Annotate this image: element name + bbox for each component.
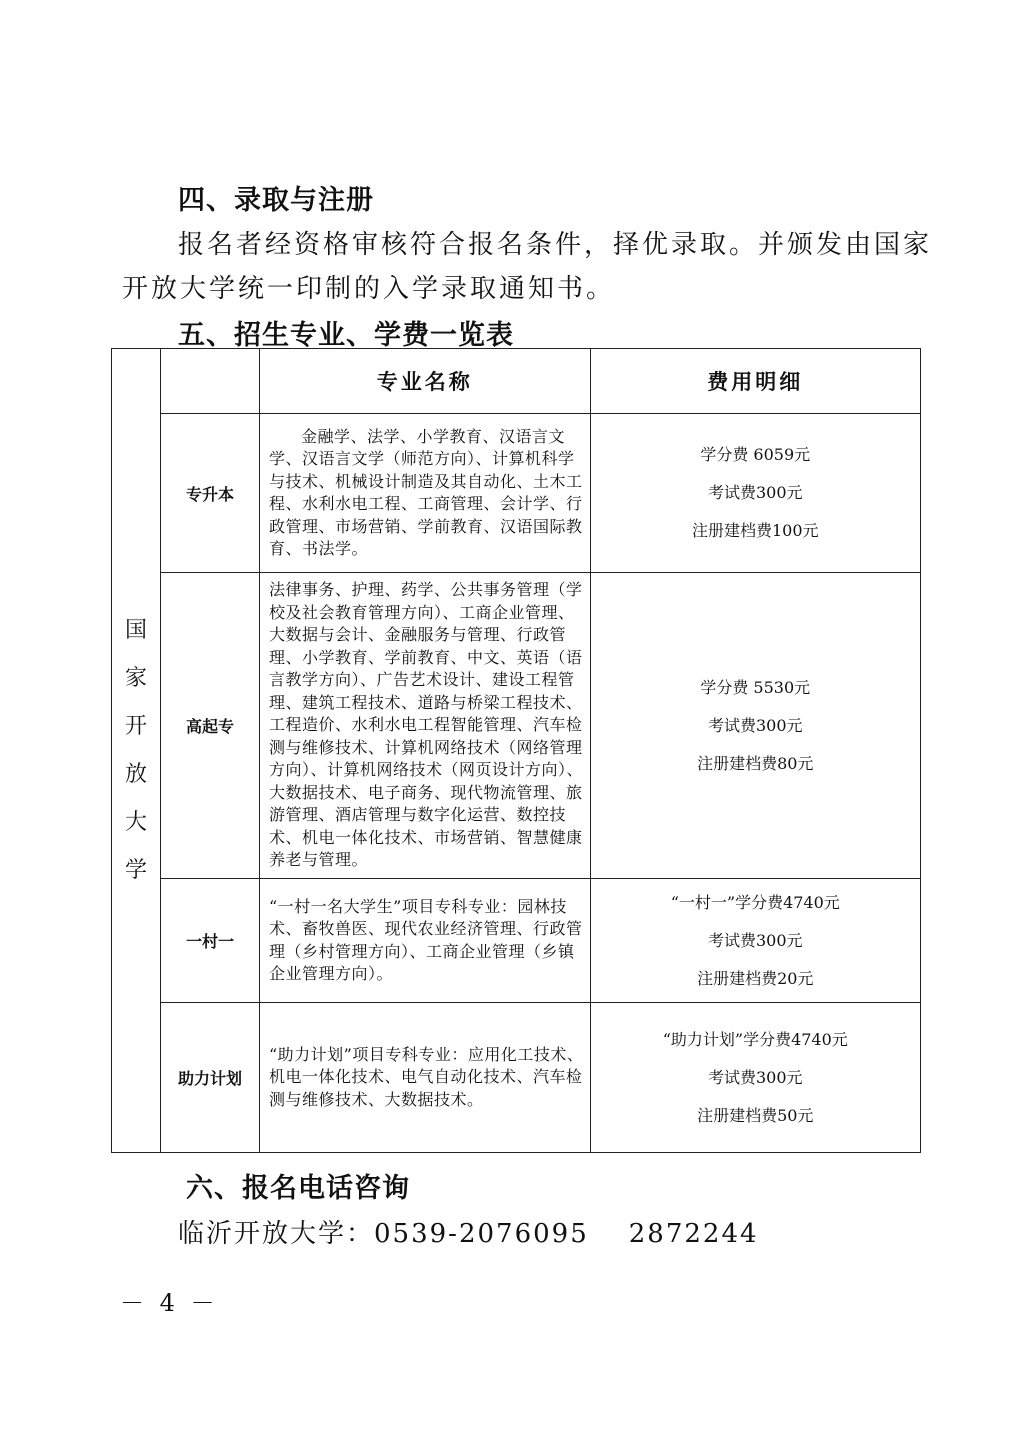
exam-fee: 考试费300元 <box>707 483 803 502</box>
majors-text: 金融学、法学、小学教育、汉语言文学、汉语言文学（师范方向）、计算机科学与技术、机械设计制造及其自动化、土木工程、水利水电工程、工商管理、会计学、行政管理、市场营销、学前教育、汉语国际教育、书法学。 <box>269 426 583 558</box>
majors-cell <box>260 1003 591 1153</box>
credit-fee: 学分费 5530元 <box>700 677 811 697</box>
fee-cell <box>590 414 921 573</box>
exam-fee: 考试费300元 <box>707 1067 803 1087</box>
institution-cell <box>112 349 161 1153</box>
category-cell: 专升本 <box>161 414 260 573</box>
section5-heading: 五、招生专业、学费一览表 <box>178 320 514 351</box>
majors-text: “助力计划”项目专科专业：应用化工技术、机电一体化技术、电气自动化技术、汽车检测与维修技术、大数据技术。 <box>269 1044 584 1109</box>
table-row <box>112 879 921 1003</box>
fee-cell <box>590 573 921 879</box>
majors-cell <box>260 573 591 879</box>
section4-paragraph-line1: 报名者经资格审核符合报名条件，择优录取。并颁发由国家 <box>178 230 933 260</box>
section4-paragraph-line2: 开放大学统一印制的入学录取通知书。 <box>122 274 616 304</box>
table-row <box>112 1003 921 1153</box>
phone-number-1: 0539-2076095 <box>374 1219 589 1249</box>
contact-line <box>178 1213 759 1250</box>
fee-cell <box>590 1003 921 1153</box>
header-fee: 费用明细 <box>590 349 921 414</box>
section4-heading: 四、录取与注册 <box>178 185 374 216</box>
page-number: － 4 － <box>120 1289 219 1317</box>
majors-text: “一村一名大学生”项目专科专业：园林技术、畜牧兽医、现代农业经济管理、行政管理（乡村管理方向）、工商企业管理（乡镇企业管理方向）。 <box>269 896 583 983</box>
registration-fee: 注册建档费20元 <box>697 968 814 988</box>
exam-fee: 考试费300元 <box>707 715 803 735</box>
category-cell: 一村一 <box>161 879 260 1003</box>
category-cell: 助力计划 <box>161 1003 260 1153</box>
majors-text: 法律事务、护理、药学、公共事务管理（学校及社会教育管理方向）、工商企业管理、大数据与会计、金融服务与管理、行政管理、小学教育、学前教育、中文、英语（语言教学方向）、广告艺术设计、建设工程管理、建筑工程技术、道路与桥梁工程技术、工程造价、水利水电工程智能管理、汽车检测与维修技术、计算机网络技术（网络管理方向）、计算机网络技术（网页设计方向）、大数据技术、电子商务、现代物流管理、旅游管理、酒店管理与数字化运营、数控技术、机电一体化技术、市场营销、智慧健康养老与管理。 <box>269 580 584 870</box>
majors-cell <box>260 414 591 573</box>
table-row <box>112 573 921 879</box>
header-major: 专业名称 <box>260 349 591 414</box>
table-row <box>112 414 921 573</box>
registration-fee: 注册建档费50元 <box>697 1105 814 1125</box>
exam-fee: 考试费300元 <box>707 930 803 950</box>
section6-heading: 六、报名电话咨询 <box>186 1173 410 1204</box>
contact-label: 临沂开放大学： <box>178 1219 375 1249</box>
phone-number-2: 2872244 <box>628 1219 759 1249</box>
registration-fee: 注册建档费80元 <box>697 753 814 773</box>
credit-fee: “助力计划”学分费4740元 <box>662 1029 848 1049</box>
credit-fee: “一村一”学分费4740元 <box>670 892 840 912</box>
institution-name: 国家开放大学 <box>124 617 147 883</box>
majors-cell <box>260 879 591 1003</box>
fee-table <box>111 348 921 1153</box>
header-empty-cell <box>161 349 260 414</box>
credit-fee: 学分费 6059元 <box>700 445 811 464</box>
fee-cell <box>590 879 921 1003</box>
category-cell: 高起专 <box>161 573 260 879</box>
registration-fee: 注册建档费100元 <box>691 521 819 540</box>
